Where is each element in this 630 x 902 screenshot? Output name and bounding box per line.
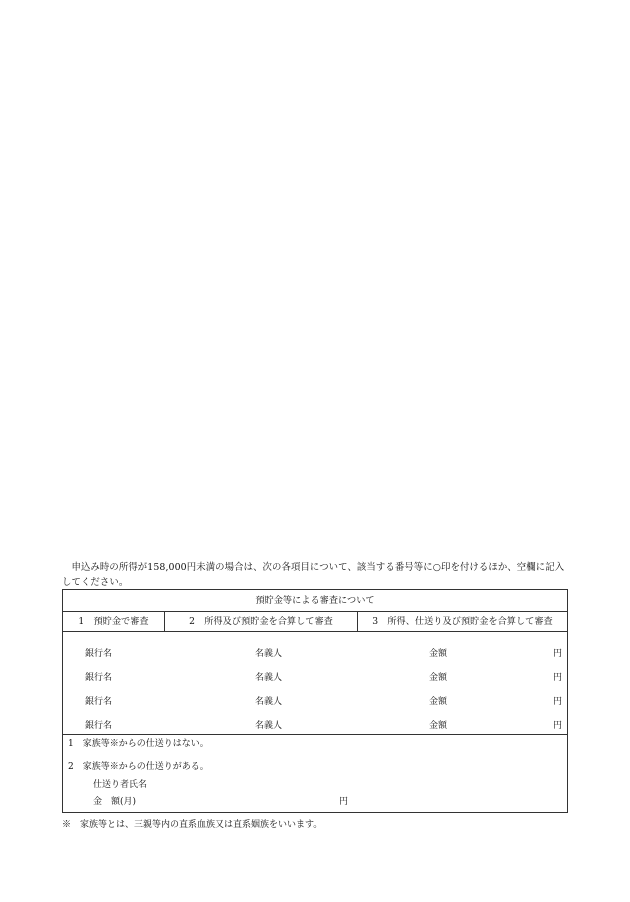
bank-name-label: 銀行名 (85, 673, 113, 683)
account-row (63, 671, 567, 685)
monthly-amount-label: 金 額(月) (93, 797, 137, 807)
review-options-row (63, 612, 567, 632)
intro-instructions: 申込み時の所得が158,000円未満の場合は、次の各項目について、該当する番号等に○印を付けるほか、空欄に記入してください。 (62, 562, 565, 588)
amount-label: 金額 (429, 721, 448, 731)
option-savings-only[interactable]: 1 預貯金で審査 (63, 612, 165, 631)
savings-review-table (62, 589, 568, 813)
bank-name-label: 銀行名 (85, 649, 113, 659)
yen-unit: 円 (552, 649, 562, 659)
amount-label: 金額 (429, 649, 448, 659)
bank-name-label: 銀行名 (85, 721, 113, 731)
bank-name-label: 銀行名 (85, 697, 113, 707)
account-row (63, 647, 567, 661)
footnote: ※ 家族等とは、三親等内の直系血族又は直系姻族をいいます。 (62, 820, 323, 830)
no-allowance-option[interactable]: 1 家族等※からの仕送りはない。 (68, 739, 209, 749)
account-row (63, 719, 567, 733)
sender-name-label: 仕送り者氏名 (93, 780, 148, 790)
yen-unit: 円 (552, 697, 562, 707)
amount-label: 金額 (429, 673, 448, 683)
yen-unit: 円 (552, 721, 562, 731)
bank-accounts-section (63, 632, 567, 735)
account-row (63, 695, 567, 709)
option-income-allowance-savings[interactable]: 3 所得、仕送り及び預貯金を合算して審査 (372, 616, 553, 627)
account-holder-label: 名義人 (255, 697, 283, 707)
family-allowance-section (63, 735, 567, 812)
account-holder-label: 名義人 (255, 649, 283, 659)
has-allowance-option[interactable]: 2 家族等※からの仕送りがある。 (68, 762, 209, 772)
option-income-and-savings[interactable]: 2 所得及び預貯金を合算して審査 (165, 612, 358, 631)
amount-label: 金額 (429, 697, 448, 707)
account-holder-label: 名義人 (255, 673, 283, 683)
table-title: 預貯金等による審査について (63, 590, 567, 612)
account-holder-label: 名義人 (255, 721, 283, 731)
yen-unit: 円 (552, 673, 562, 683)
monthly-amount-yen: 円 (339, 797, 349, 807)
